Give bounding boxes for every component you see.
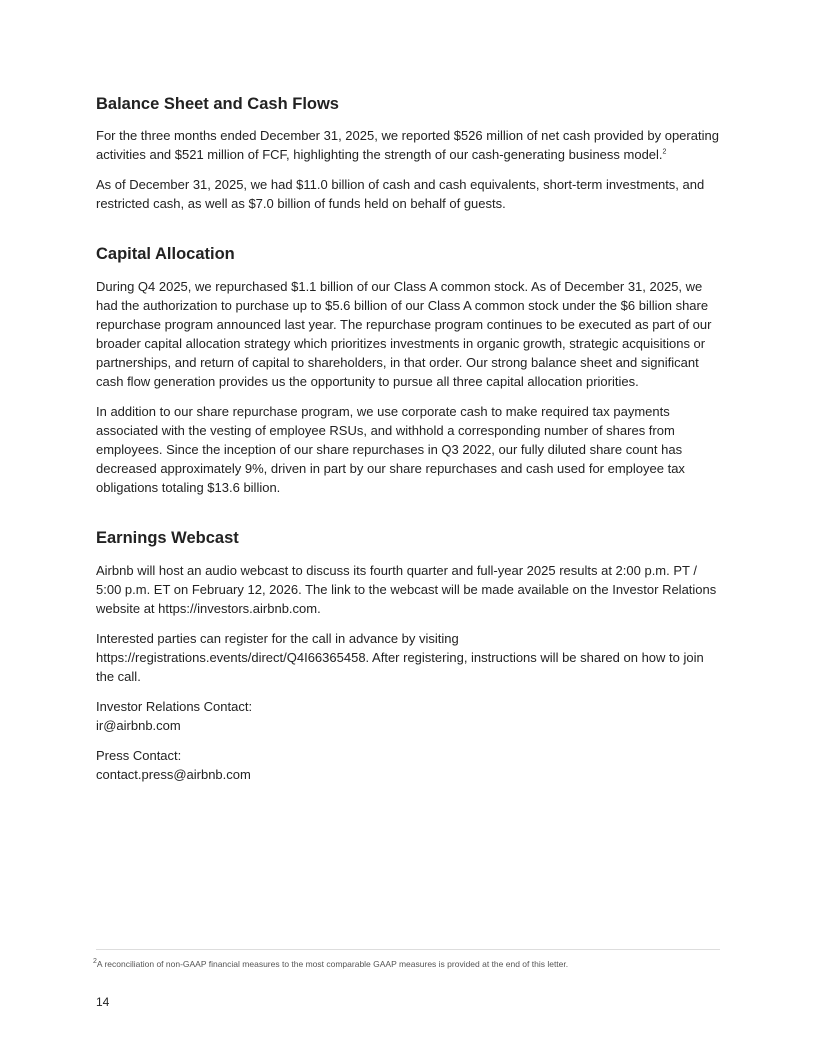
footnote-ref: 2 [662, 148, 667, 156]
section-earnings-webcast [96, 527, 724, 784]
press-contact-email[interactable]: contact.press@airbnb.com [96, 767, 251, 782]
footnote [93, 958, 568, 970]
paragraph: Airbnb will host an audio webcast to discuss its fourth quarter and full-year 2025 results at 2:00 p.m. PT / 5:00 p.m. ET on February 12, 2026. The link to the webcast will be made available on the Investor Relations website at https://investors.airbnb.com. [96, 563, 717, 616]
section-title: Earnings Webcast [96, 529, 239, 547]
paragraph: Interested parties can register for the call in advance by visiting https://registrations.events/direct/Q4I66365458. After registering, instructions will be shared on how to join the call. [96, 631, 704, 684]
paragraph-text: For the three months ended December 31, 2025, we reported $526 million of net cash provided by operating activities and $521 million of FCF, highlighting the strength of our cash-generating business model. [96, 128, 719, 162]
footnote-marker: 2 [93, 958, 97, 966]
ir-contact-email[interactable]: ir@airbnb.com [96, 718, 181, 733]
paragraph: During Q4 2025, we repurchased $1.1 billion of our Class A common stock. As of December 31, 2025, we had the authorization to purchase up to $5.6 billion of our Class A common stock under the $6 billion share repurchase program announced last year. The repurchase program continues to be executed as part of our broader capital allocation strategy which prioritizes investments in organic growth, strategic acquisitions or partnerships, and return of capital to shareholders, in that order. Our strong balance sheet and significant cash flow generation provides us the opportunity to pursue all three capital allocation priorities. [96, 279, 712, 389]
paragraph: As of December 31, 2025, we had $11.0 billion of cash and cash equivalents, short-term investments, and restricted cash, as well as $7.0 billion of funds held on behalf of guests. [96, 177, 705, 211]
footnote-divider [96, 949, 720, 950]
section-title: Balance Sheet and Cash Flows [96, 95, 339, 113]
section-balance-sheet [96, 93, 724, 213]
ir-contact-label: Investor Relations Contact: [96, 699, 253, 714]
paragraph: In addition to our share repurchase program, we use corporate cash to make required tax payments associated with the vesting of employee RSUs, and withhold a corresponding number of shares from employees. Since the inception of our share repurchases in Q3 2022, our fully diluted share count has decreased approximately 9%, driven in part by our share repurchases and cash used for employee tax obligations totaling $13.6 billion. [96, 404, 685, 495]
press-contact [96, 746, 724, 784]
page-body [96, 93, 724, 814]
footnote-text: A reconciliation of non-GAAP financial measures to the most comparable GAAP measures is provided at the end of this letter. [96, 959, 569, 969]
page-number: 14 [96, 995, 110, 1009]
section-capital-allocation [96, 243, 724, 497]
paragraph [96, 126, 724, 164]
section-title: Capital Allocation [96, 245, 235, 263]
ir-contact [96, 697, 724, 735]
press-contact-label: Press Contact: [96, 748, 182, 763]
